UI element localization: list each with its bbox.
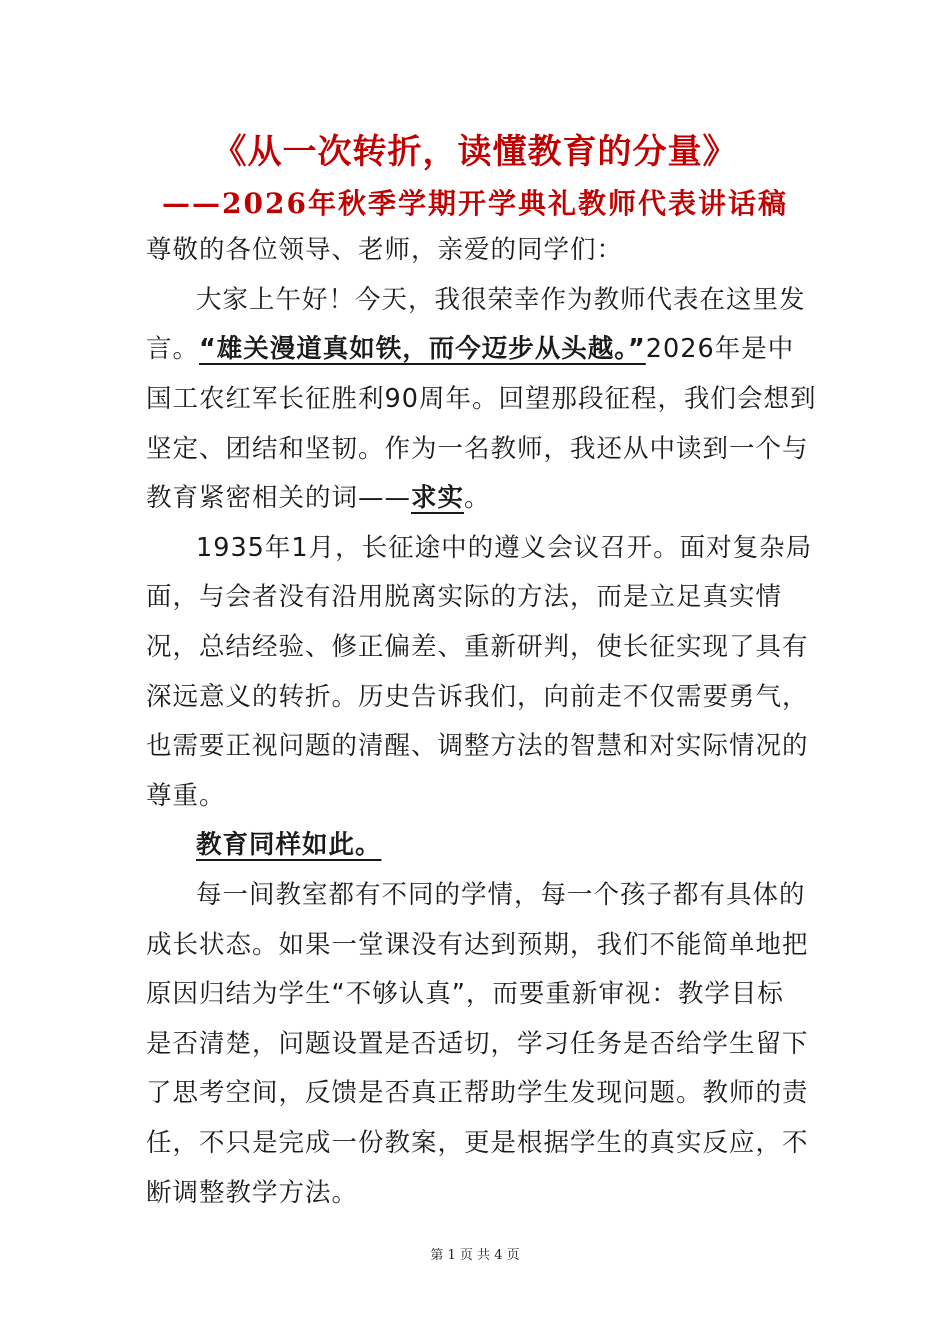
paragraph-2-line-6: 尊重。 xyxy=(146,781,226,811)
paragraph-1-line-1: 大家上午好！今天，我很荣幸作为教师代表在这里发 xyxy=(196,285,806,315)
paragraph-1-line-2 xyxy=(146,332,794,366)
paragraph-1-text: 言。 xyxy=(146,334,200,364)
paragraph-4-line-2: 成长状态。如果一堂课没有达到预期，我们不能简单地把 xyxy=(146,930,809,960)
paragraph-2-line-2: 面，与会者没有沿用脱离实际的方法，而是立足真实情 xyxy=(146,582,783,612)
paragraph-1-text: 教育紧密相关的词—— xyxy=(146,483,412,513)
poem-quote: “雄关漫道真如铁，而今迈步从头越。” xyxy=(199,334,646,364)
document-subtitle: ——2026年秋季学期开学典礼教师代表讲话稿 xyxy=(162,187,788,220)
paragraph-4-line-6: 任，不只是完成一份教案，更是根据学生的真实反应，不 xyxy=(146,1128,809,1158)
paragraph-4-line-3: 原因归结为学生“不够认真”，而要重新审视：教学目标 xyxy=(146,979,784,1009)
paragraph-1-line-3: 国工农红军长征胜利90周年。回望那段征程，我们会想到 xyxy=(146,384,817,414)
document-title: 《从一次转折，读懂教育的分量》 xyxy=(212,132,738,172)
paragraph-1-text: 2026年是中 xyxy=(645,334,795,364)
paragraph-1-line-5 xyxy=(146,481,491,515)
keyword-qiushi: 求实 xyxy=(411,483,465,513)
paragraph-2-line-5: 也需要正视问题的清醒、调整方法的智慧和对实际情况的 xyxy=(146,731,809,761)
salutation: 尊敬的各位领导、老师，亲爱的同学们： xyxy=(146,235,624,265)
paragraph-4-line-7: 断调整教学方法。 xyxy=(146,1178,359,1208)
paragraph-4-line-1: 每一间教室都有不同的学情，每一个孩子都有具体的 xyxy=(196,880,806,910)
page-number: 第 1 页 共 4 页 xyxy=(430,1248,520,1263)
paragraph-1-text: 。 xyxy=(464,483,491,513)
paragraph-2-line-1: 1935年1月，长征途中的遵义会议召开。面对复杂局 xyxy=(196,533,813,563)
paragraph-4-line-4: 是否清楚，问题设置是否适切，学习任务是否给学生留下 xyxy=(146,1029,809,1059)
section-heading: 教育同样如此。 xyxy=(196,830,382,860)
paragraph-2-line-3: 况，总结经验、修正偏差、重新研判，使长征实现了具有 xyxy=(146,632,809,662)
paragraph-4-line-5: 了思考空间，反馈是否真正帮助学生发现问题。教师的责 xyxy=(146,1078,809,1108)
paragraph-1-line-4: 坚定、团结和坚韧。作为一名教师，我还从中读到一个与 xyxy=(146,434,809,464)
paragraph-2-line-4: 深远意义的转折。历史告诉我们，向前走不仅需要勇气， xyxy=(146,682,809,712)
